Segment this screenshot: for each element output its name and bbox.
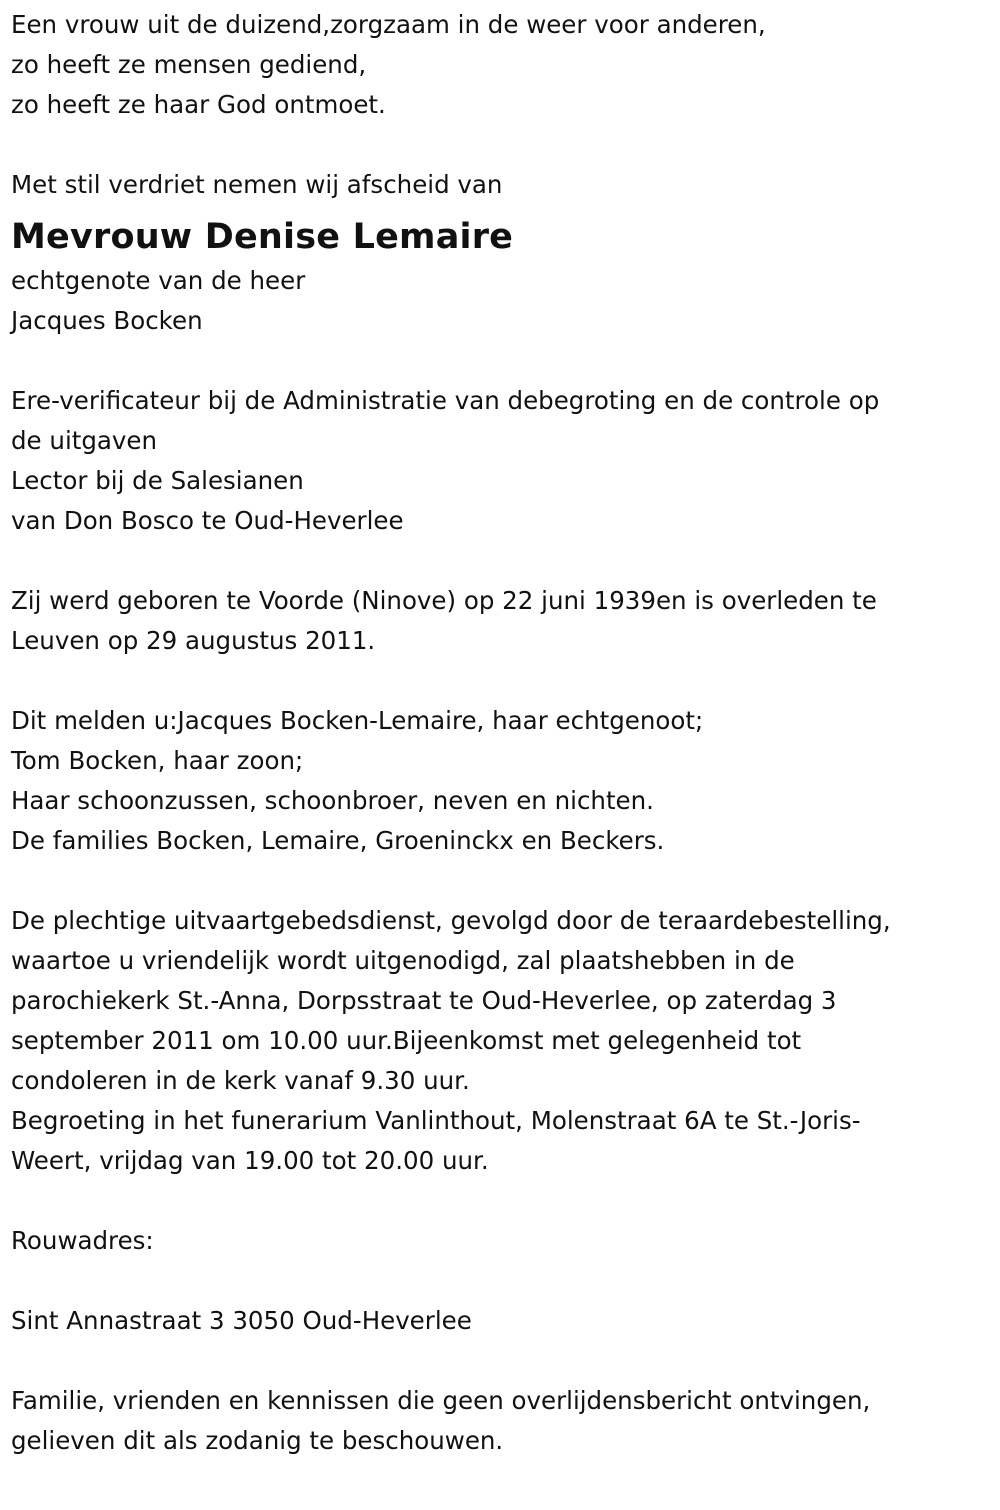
titles <box>11 381 1000 541</box>
announcer-line: Tom Bocken, haar zoon; <box>11 746 304 775</box>
announcer-line: Dit melden u:Jacques Bocken-Lemaire, haar echtgenoot; <box>11 706 704 735</box>
service-info <box>11 901 1000 1181</box>
spacer <box>11 541 1000 581</box>
address: Sint Annastraat 3 3050 Oud-Heverlee <box>11 1306 472 1335</box>
spacer <box>11 1261 1000 1301</box>
poem <box>11 5 1000 125</box>
closing-line: gelieven dit als zodanig te beschouwen. <box>11 1426 504 1455</box>
service-line: Begroeting in het funerarium Vanlinthout, Molenstraat 6A te St.-Joris- <box>11 1106 861 1135</box>
spacer <box>11 341 1000 381</box>
spacer <box>11 125 1000 165</box>
spouse-line: echtgenote van de heer <box>11 266 306 295</box>
spacer <box>11 861 1000 901</box>
spacer <box>11 661 1000 701</box>
poem-line: zo heeft ze haar God ontmoet. <box>11 90 386 119</box>
title-line: Ere-verificateur bij de Administratie van debegroting en de controle op <box>11 386 880 415</box>
address-label: Rouwadres: <box>11 1226 154 1255</box>
spacer <box>11 1341 1000 1381</box>
announcer-line: De families Bocken, Lemaire, Groeninckx en Beckers. <box>11 826 665 855</box>
announcer-line: Haar schoonzussen, schoonbroer, neven en nichten. <box>11 786 654 815</box>
intro-text: Met stil verdriet nemen wij afscheid van <box>11 170 503 199</box>
service-line: parochiekerk St.-Anna, Dorpsstraat te Oud-Heverlee, op zaterdag 3 <box>11 986 837 1015</box>
title-line: van Don Bosco te Oud-Heverlee <box>11 506 404 535</box>
birth-death-line: Zij werd geboren te Voorde (Ninove) op 22 juni 1939en is overleden te <box>11 586 877 615</box>
title-line: de uitgaven <box>11 426 158 455</box>
poem-line: zo heeft ze mensen gediend, <box>11 50 367 79</box>
birth-death-line: Leuven op 29 augustus 2011. <box>11 626 376 655</box>
service-line: De plechtige uitvaartgebedsdienst, gevolgd door de teraardebestelling, <box>11 906 891 935</box>
birth-death <box>11 581 1000 661</box>
spacer <box>11 1181 1000 1221</box>
spouse-info <box>11 261 1000 341</box>
poem-line: Een vrouw uit de duizend,zorgzaam in de weer voor anderen, <box>11 10 766 39</box>
service-line: waartoe u vriendelijk wordt uitgenodigd, zal plaatshebben in de <box>11 946 795 975</box>
deceased-name: Mevrouw Denise Lemaire <box>11 217 514 257</box>
closing-line: Familie, vrienden en kennissen die geen overlijdensbericht ontvingen, <box>11 1386 871 1415</box>
title-line: Lector bij de Salesianen <box>11 466 304 495</box>
service-line: september 2011 om 10.00 uur.Bijeenkomst met gelegenheid tot <box>11 1026 802 1055</box>
spouse-line: Jacques Bocken <box>11 306 203 335</box>
announcers <box>11 701 1000 861</box>
service-line: condoleren in de kerk vanaf 9.30 uur. <box>11 1066 470 1095</box>
service-line: Weert, vrijdag van 19.00 tot 20.00 uur. <box>11 1146 489 1175</box>
closing-note <box>11 1381 1000 1461</box>
